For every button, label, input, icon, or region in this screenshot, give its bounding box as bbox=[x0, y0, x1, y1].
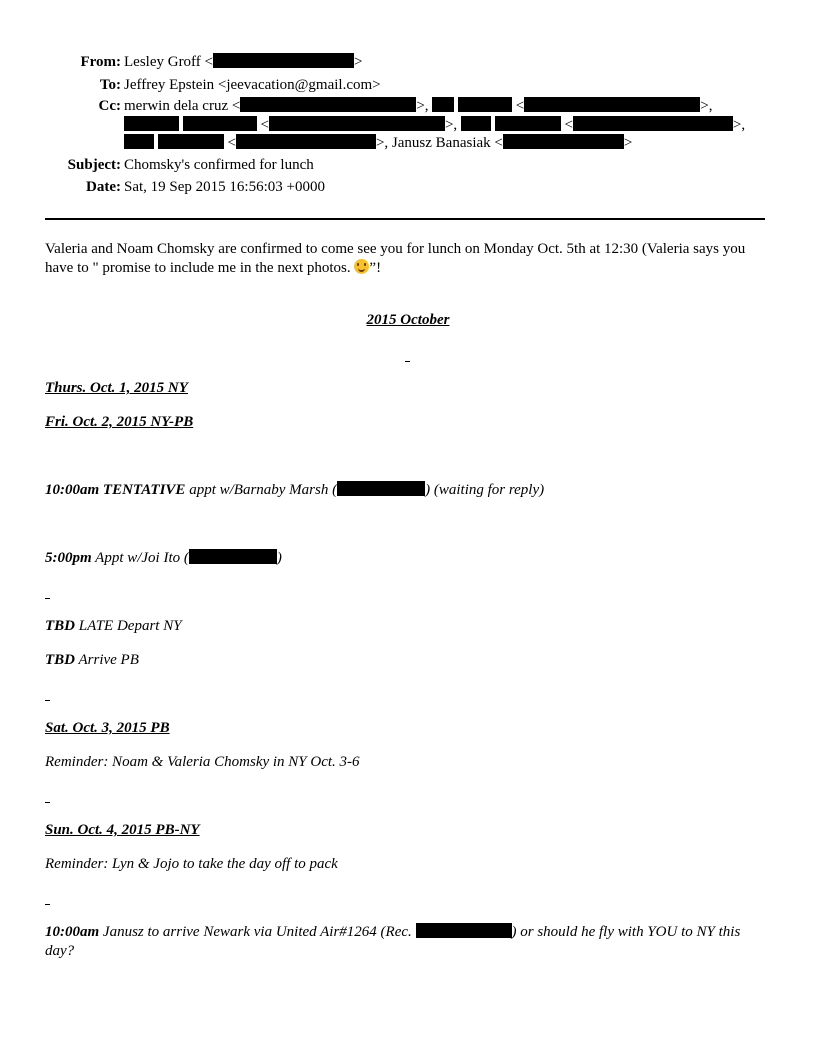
redaction-box bbox=[503, 134, 624, 149]
header-divider bbox=[45, 218, 765, 220]
entry-time: 10:00am TENTATIVE bbox=[45, 482, 186, 498]
separator-mark bbox=[45, 598, 50, 599]
date-row bbox=[0, 177, 816, 197]
redaction-box bbox=[269, 116, 445, 131]
redaction-box bbox=[189, 549, 277, 564]
redaction-box bbox=[124, 134, 154, 149]
redaction-box bbox=[337, 481, 425, 496]
to-value: Jeffrey Epstein <jeevacation@gmail.com> bbox=[124, 77, 381, 93]
redaction-box bbox=[240, 97, 416, 112]
to-row bbox=[0, 75, 816, 95]
separator-mark bbox=[45, 802, 50, 803]
separator-mark bbox=[45, 700, 50, 701]
calendar-entry bbox=[45, 549, 770, 568]
from-value bbox=[124, 52, 362, 72]
entry-text-end: ) or should he fly with YOU to NY this day? bbox=[45, 924, 741, 959]
reminder-text: Reminder: Noam & Valeria Chomsky in NY Oct. 3-6 bbox=[45, 754, 360, 770]
calendar-entry bbox=[45, 481, 770, 500]
cc-sep: < bbox=[223, 135, 236, 151]
entry-time: TBD bbox=[45, 652, 75, 668]
cc-row-2 bbox=[0, 115, 816, 135]
cc-row-1 bbox=[0, 96, 816, 116]
cc-sep: >, bbox=[416, 98, 433, 114]
from-end: > bbox=[354, 54, 363, 70]
cc-name: merwin dela cruz < bbox=[124, 98, 241, 114]
day-heading: Sat. Oct. 3, 2015 PB bbox=[45, 720, 170, 736]
cc-line-1 bbox=[124, 96, 712, 116]
redaction-box bbox=[524, 97, 700, 112]
separator-mark bbox=[405, 361, 410, 362]
entry-time: 5:00pm bbox=[45, 550, 92, 566]
reminder-text: Reminder: Lyn & Jojo to take the day off to pack bbox=[45, 856, 338, 872]
cc-line-2 bbox=[124, 115, 745, 135]
cc-sep: < bbox=[560, 117, 573, 133]
subject-label: Subject: bbox=[67, 157, 121, 173]
from-row bbox=[0, 52, 816, 72]
subject-row bbox=[0, 155, 816, 175]
entry-text: Arrive PB bbox=[75, 652, 139, 668]
redaction-box bbox=[158, 134, 224, 149]
cc-label: Cc: bbox=[98, 98, 121, 114]
cc-sep: >, bbox=[700, 98, 713, 114]
redaction-box bbox=[495, 116, 561, 131]
redaction-box bbox=[213, 53, 354, 68]
redaction-box bbox=[432, 97, 454, 112]
calendar-entry bbox=[45, 617, 770, 636]
cc-sep: < bbox=[512, 98, 525, 114]
entry-text: appt w/Barnaby Marsh ( bbox=[185, 482, 338, 498]
from-label: From: bbox=[80, 54, 121, 70]
redaction-box bbox=[573, 116, 733, 131]
message-text: Valeria and Noam Chomsky are confirmed to come see you for lunch on Monday Oct. 5th at 12:30 (Valeria says you have to " promise to include me in the next photos. bbox=[45, 241, 746, 276]
entry-time: TBD bbox=[45, 618, 75, 634]
separator-mark bbox=[45, 904, 50, 905]
to-label: To: bbox=[99, 77, 121, 93]
day-heading: Sun. Oct. 4, 2015 PB-NY bbox=[45, 822, 200, 838]
calendar-entry bbox=[45, 651, 770, 670]
entry-text-end: ) bbox=[276, 550, 282, 566]
redaction-box bbox=[461, 116, 491, 131]
cc-end: > bbox=[623, 135, 633, 151]
day-heading: Thurs. Oct. 1, 2015 NY bbox=[45, 380, 188, 396]
subject-value: Chomsky's confirmed for lunch bbox=[124, 157, 314, 173]
date-value: Sat, 19 Sep 2015 16:56:03 +0000 bbox=[124, 179, 325, 195]
cc-line-3 bbox=[124, 133, 632, 153]
cc-janusz: >, Janusz Banasiak < bbox=[375, 135, 503, 151]
calendar-title: 2015 October bbox=[366, 312, 450, 328]
entry-text: Appt w/Joi Ito ( bbox=[91, 550, 189, 566]
day-heading: Fri. Oct. 2, 2015 NY-PB bbox=[45, 414, 194, 430]
calendar-entry bbox=[45, 923, 770, 961]
redaction-box bbox=[183, 116, 257, 131]
message-text-end: ”! bbox=[369, 260, 382, 276]
cc-sep: < bbox=[256, 117, 269, 133]
smiling-face-icon bbox=[354, 259, 369, 274]
entry-text: LATE Depart NY bbox=[75, 618, 182, 634]
cc-sep: >, bbox=[732, 117, 746, 133]
cc-row-3 bbox=[0, 133, 816, 153]
from-name: Lesley Groff < bbox=[124, 54, 213, 70]
entry-text-end: ) (waiting for reply) bbox=[425, 482, 545, 498]
redaction-box bbox=[124, 116, 179, 131]
redaction-box bbox=[458, 97, 512, 112]
date-label: Date: bbox=[86, 179, 121, 195]
redaction-box bbox=[236, 134, 376, 149]
entry-text: Janusz to arrive Newark via United Air#1264 (Rec. bbox=[99, 924, 416, 940]
cc-sep: >, bbox=[444, 117, 461, 133]
entry-time: 10:00am bbox=[45, 924, 100, 940]
message-body bbox=[45, 240, 770, 278]
redaction-box bbox=[416, 923, 512, 938]
